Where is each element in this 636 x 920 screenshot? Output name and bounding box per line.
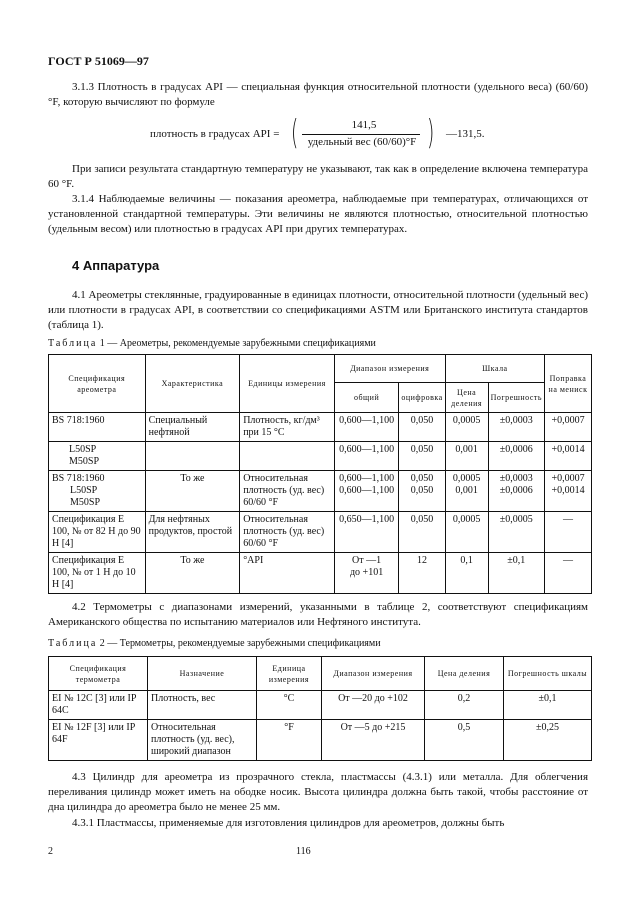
cell-range-total: 0,600—1,100 bbox=[334, 413, 399, 442]
th2-err: Погрешность шкалы bbox=[504, 657, 592, 691]
cell-err: ±0,1 bbox=[504, 691, 592, 720]
table-row bbox=[49, 471, 592, 512]
cell-units: Относительная плотность (уд. вес) 60/60 °F bbox=[240, 512, 335, 553]
paragraph-4-3: 4.3 Цилиндр для ареометра из прозрачного стекла, пластмассы (4.3.1) или металла. Для облегчения переливания цилиндр может иметь на ободке носик. Высота цилиндра должна быть такой, чтобы расстояние от дна цилиндра до ареометра было не менее 25 мм. bbox=[48, 771, 588, 813]
th2-range: Диапазон измерения bbox=[322, 657, 425, 691]
document-header: ГОСТ Р 51069—97 bbox=[48, 54, 149, 68]
cell-purpose: Относительная плотность (уд. вес), широкий диапазон bbox=[148, 720, 257, 761]
table-row bbox=[49, 413, 592, 442]
cell-range: От —20 до +102 bbox=[322, 691, 425, 720]
formula-denominator: удельный вес (60/60)°F bbox=[307, 136, 417, 148]
paragraph-3-1-3: 3.1.3 Плотность в градусах API — специальная функция относительной плотности (удельного веса) (60/60) °F, которую вычисляют по формуле bbox=[48, 81, 588, 108]
cell-div: 0,2 bbox=[425, 691, 504, 720]
cell-units: Относительная плотность (уд. вес) 60/60 °F bbox=[240, 471, 335, 512]
cell-spec: BS 718:1960 bbox=[49, 413, 146, 442]
table2-caption: Таблица 2 — Термометры, рекомендуемые зарубежными спецификациями bbox=[48, 638, 381, 649]
cell-spec: Спецификация E 100, № от 1 H до 10 H [4] bbox=[49, 553, 146, 594]
spec-line: L50SP bbox=[70, 485, 98, 496]
section-4-title: 4 Аппаратура bbox=[72, 258, 160, 273]
th-scale-err: Погрешность bbox=[488, 383, 544, 413]
spec-line: BS 718:1960 bbox=[52, 473, 105, 484]
cell-characteristic: То же bbox=[145, 471, 240, 512]
paragraph-4-1: 4.1 Ареометры стеклянные, градуированные в единицах плотности, относительной плотности (удельный вес) или плотности в градусах API, в соответствии со спецификациями ASTM или Британского института стандартов (таблица 1). bbox=[48, 289, 588, 331]
right-paren: ) bbox=[426, 113, 435, 153]
paragraph-4-3-1: 4.3.1 Пластмассы, применяемые для изготовления цилиндров для ареометров, должны быть bbox=[72, 817, 505, 829]
cell-range-digit: 0,050 0,050 bbox=[399, 471, 445, 512]
th-meniscus: Поправка на мениск bbox=[545, 355, 592, 413]
cell-spec bbox=[49, 471, 146, 512]
cell-characteristic bbox=[145, 442, 240, 471]
cell-meniscus: — bbox=[545, 512, 592, 553]
footer-number: 2 bbox=[48, 846, 53, 857]
cell-scale-err: ±0,1 bbox=[488, 553, 544, 594]
cell-range-total: 0,600—1,100 0,600—1,100 bbox=[334, 471, 399, 512]
cell-characteristic: То же bbox=[145, 553, 240, 594]
fraction-bar bbox=[302, 134, 420, 135]
paragraph-4-2: 4.2 Термометры с диапазонами измерений, указанными в таблице 2, соответствуют спецификациям Американского общества по испытанию материалов или Нефтяного института. bbox=[48, 601, 588, 628]
table-row bbox=[49, 442, 592, 471]
th2-unit: Единица измерения bbox=[257, 657, 322, 691]
cell-meniscus: +0,0007 +0,0014 bbox=[545, 471, 592, 512]
cell-scale-err: ±0,0003 bbox=[488, 413, 544, 442]
th-scale-div: Цена деления bbox=[445, 383, 488, 413]
page-number: 116 bbox=[296, 846, 311, 857]
th-range: Диапазон измерения bbox=[334, 355, 445, 383]
cell-characteristic: Для нефтяных продуктов, простой bbox=[145, 512, 240, 553]
cell-spec: L50SP M50SP bbox=[49, 442, 146, 471]
cell-scale-div: 0,0005 0,001 bbox=[445, 471, 488, 512]
th-range-digit: оцифровка bbox=[399, 383, 445, 413]
paragraph-note: При записи результата стандартную температуру не указывают, так как в определение включена температура 60 °F. bbox=[48, 163, 588, 190]
table-row bbox=[49, 691, 592, 720]
cell-units bbox=[240, 442, 335, 471]
cell-units: Плотность, кг/дм³ при 15 °C bbox=[240, 413, 335, 442]
cell-meniscus: — bbox=[545, 553, 592, 594]
th-scale: Шкала bbox=[445, 355, 544, 383]
th2-spec: Спецификация термометра bbox=[49, 657, 148, 691]
th2-div: Цена деления bbox=[425, 657, 504, 691]
th-range-total: общий bbox=[334, 383, 399, 413]
cell-spec: Спецификация E 100, № от 82 H до 90 H [4] bbox=[49, 512, 146, 553]
cell-range-digit: 12 bbox=[399, 553, 445, 594]
cell-scale-div: 0,001 bbox=[445, 442, 488, 471]
left-paren: ( bbox=[290, 113, 299, 153]
cell-scale-div: 0,0005 bbox=[445, 512, 488, 553]
cell-range-total: 0,650—1,100 bbox=[334, 512, 399, 553]
cell-scale-err: ±0,0005 bbox=[488, 512, 544, 553]
spec-line: M50SP bbox=[70, 497, 101, 508]
cell-meniscus: +0,0007 bbox=[545, 413, 592, 442]
cell-spec: EI № 12F [3] или IP 64F bbox=[49, 720, 148, 761]
table-2-thermometers bbox=[48, 656, 592, 761]
cell-scale-div: 0,1 bbox=[445, 553, 488, 594]
cell-range-digit: 0,050 bbox=[399, 442, 445, 471]
table2-body bbox=[49, 691, 592, 761]
cell-units: °API bbox=[240, 553, 335, 594]
cell-spec: EI № 12C [3] или IP 64C bbox=[49, 691, 148, 720]
cell-range: От —5 до +215 bbox=[322, 720, 425, 761]
th-units: Единицы измерения bbox=[240, 355, 335, 413]
th-char: Характеристика bbox=[145, 355, 240, 413]
cell-div: 0,5 bbox=[425, 720, 504, 761]
cell-unit: °F bbox=[257, 720, 322, 761]
table-row bbox=[49, 553, 592, 594]
cell-characteristic: Специальный нефтяной bbox=[145, 413, 240, 442]
cell-range-total: От —1 до +101 bbox=[334, 553, 399, 594]
cell-range-digit: 0,050 bbox=[399, 512, 445, 553]
cell-purpose: Плотность, вес bbox=[148, 691, 257, 720]
api-formula bbox=[150, 113, 550, 153]
cell-range-digit: 0,050 bbox=[399, 413, 445, 442]
cell-scale-div: 0,0005 bbox=[445, 413, 488, 442]
paragraph-3-1-4: 3.1.4 Наблюдаемые величины — показания ареометра, наблюдаемые при температурах, отличающихся от установленной стандартной температуры. Эти величины не являются плотностью, относительной плотностью (удельным весом) или плотностью в градусах API при других температурах. bbox=[48, 193, 588, 235]
formula-label: плотность в градусах API = bbox=[150, 128, 280, 140]
cell-unit: °C bbox=[257, 691, 322, 720]
cell-range-total: 0,600—1,100 bbox=[334, 442, 399, 471]
table-row bbox=[49, 512, 592, 553]
cell-scale-err: ±0,0003 ±0,0006 bbox=[488, 471, 544, 512]
table1-caption: Таблица 1 — Ареометры, рекомендуемые зарубежными спецификациями bbox=[48, 338, 376, 349]
cell-err: ±0,25 bbox=[504, 720, 592, 761]
cell-scale-err: ±0,0006 bbox=[488, 442, 544, 471]
th2-purpose: Назначение bbox=[148, 657, 257, 691]
table-1-hydrometers bbox=[48, 354, 592, 594]
formula-tail: —131,5. bbox=[446, 128, 485, 140]
formula-numerator: 141,5 bbox=[351, 119, 377, 131]
cell-meniscus: +0,0014 bbox=[545, 442, 592, 471]
th-spec: Спецификация ареометра bbox=[49, 355, 146, 413]
table1-body bbox=[49, 413, 592, 594]
table-row bbox=[49, 720, 592, 761]
